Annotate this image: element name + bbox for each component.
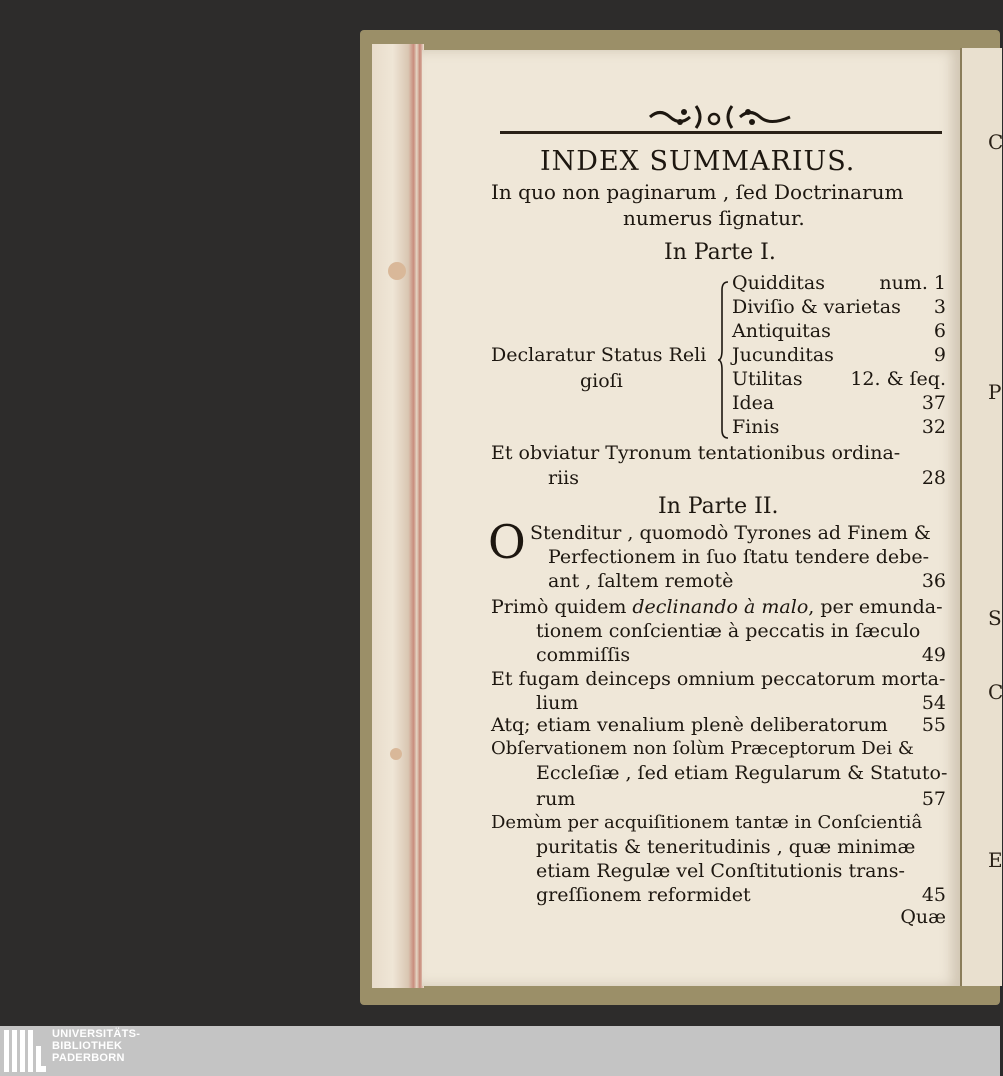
part1-item-page: num. 1 bbox=[879, 272, 946, 294]
entry2-line3: commiſſis bbox=[536, 644, 631, 666]
subtitle-line1: In quo non paginarum , ſed Doctrinarum bbox=[491, 180, 904, 204]
declaratur-line1: Declaratur Status Reli bbox=[491, 344, 707, 366]
part2-heading: In Parte II. bbox=[658, 494, 779, 519]
entry1-line3: ant , ſaltem remotè bbox=[548, 570, 734, 592]
next-page-letter: E bbox=[988, 848, 1003, 872]
entry2-line1 bbox=[491, 596, 943, 618]
subtitle-line2: numerus ſignatur. bbox=[623, 206, 805, 230]
page-edges bbox=[372, 44, 424, 988]
next-page-letter: C bbox=[988, 680, 1003, 704]
entry2-text: , per emunda- bbox=[808, 596, 943, 618]
part1-item-label: Jucunditas bbox=[732, 344, 834, 366]
library-name-line3: PADERBORN bbox=[52, 1052, 125, 1064]
drop-cap: O bbox=[488, 515, 526, 569]
entry6-line1: Demùm per acquiſitionem tantæ in Conſcientiâ bbox=[491, 812, 923, 833]
entry6-line2: puritatis & teneritudinis , quæ minimæ bbox=[536, 836, 916, 858]
library-name-line1: UNIVERSITÄTS- bbox=[52, 1028, 141, 1040]
entry2-line2: tionem conſcientiæ à peccatis in ſæculo bbox=[536, 620, 921, 642]
part1-item-label: Quidditas bbox=[732, 272, 826, 294]
entry1-line1: Stenditur , quomodò Tyrones ad Finem & bbox=[530, 522, 931, 544]
next-page-letter: C bbox=[988, 130, 1003, 154]
entry2-text: Primò quidem bbox=[491, 596, 627, 618]
part1-item-label: Antiquitas bbox=[732, 320, 831, 342]
entry5-line3: rum bbox=[536, 788, 576, 810]
next-page-letter: S bbox=[988, 606, 1002, 630]
entry5-line2: Eccleſiæ , ſed etiam Regularum & Statuto- bbox=[536, 762, 948, 784]
part1-item-page: 6 bbox=[933, 320, 946, 342]
part1-heading: In Parte I. bbox=[664, 240, 776, 265]
next-page-edge bbox=[960, 48, 1002, 986]
part1-item-page: 3 bbox=[933, 296, 946, 318]
library-name bbox=[52, 1028, 140, 1064]
part1-item-label: Utilitas bbox=[732, 368, 803, 390]
binding-hole bbox=[390, 748, 402, 760]
part1-item-page: 9 bbox=[933, 344, 946, 366]
entry1-page: 36 bbox=[921, 570, 946, 592]
part1-item-label: Diviſio & varietas bbox=[732, 296, 901, 318]
catchword: Quæ bbox=[900, 906, 946, 928]
header-rule bbox=[500, 131, 942, 134]
declaratur-line2: gioſi bbox=[580, 370, 623, 392]
entry4-line1: Atq; etiam venalium plenè deliberatorum bbox=[491, 714, 888, 736]
part1-item-label: Idea bbox=[732, 392, 775, 414]
entry1-line2: Perfectionem in ſuo ſtatu tendere debe- bbox=[548, 546, 929, 568]
part1-item-page: 37 bbox=[921, 392, 946, 414]
library-logo-icon bbox=[4, 1030, 46, 1072]
ornament-icon bbox=[640, 100, 800, 134]
part1-item-page: 32 bbox=[921, 416, 946, 438]
entry3-line1: Et fugam deinceps omnium peccatorum morta- bbox=[491, 668, 946, 690]
obviatur-line2: riis bbox=[548, 467, 579, 489]
entry4-page: 55 bbox=[921, 714, 946, 736]
entry6-line4: greſſionem reformidet bbox=[536, 884, 751, 906]
next-page-letter: P bbox=[988, 380, 1002, 404]
entry2-italic: declinando à malo bbox=[632, 596, 809, 618]
entry3-line2: lium bbox=[536, 692, 579, 714]
entry6-page: 45 bbox=[921, 884, 946, 906]
obviatur-line1: Et obviatur Tyronum tentationibus ordina- bbox=[491, 442, 901, 464]
part1-item-page: 12. & ſeq. bbox=[850, 368, 946, 390]
brace-icon bbox=[718, 280, 730, 440]
entry5-page: 57 bbox=[921, 788, 946, 810]
entry5-line1: Obſervationem non ſolùm Præceptorum Dei & bbox=[491, 738, 914, 759]
entry3-page: 54 bbox=[921, 692, 946, 714]
entry6-line3: etiam Regulæ vel Conſtitutionis trans- bbox=[536, 860, 905, 882]
binding-hole bbox=[388, 262, 406, 280]
entry2-page: 49 bbox=[921, 644, 946, 666]
page-title: INDEX SUMMARIUS. bbox=[540, 146, 856, 177]
part1-item-label: Finis bbox=[732, 416, 780, 438]
library-name-line2: BIBLIOTHEK bbox=[52, 1040, 123, 1052]
obviatur-page: 28 bbox=[921, 467, 946, 489]
footer-bar bbox=[0, 1026, 1000, 1076]
